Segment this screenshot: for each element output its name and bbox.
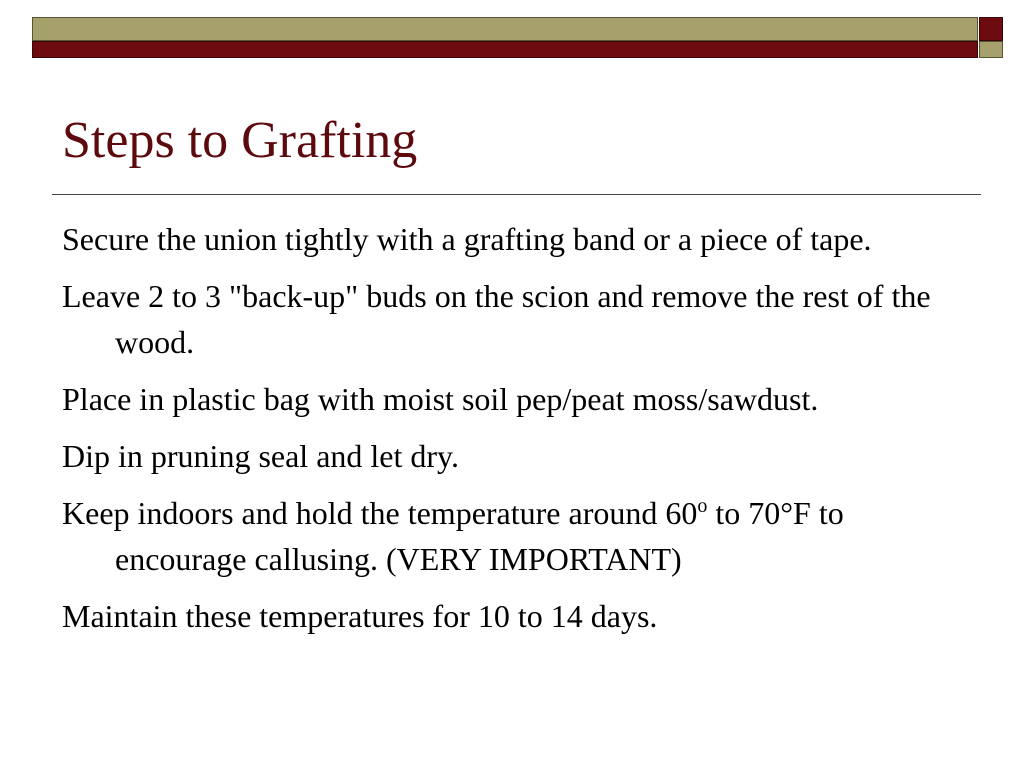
header-bar-maroon (32, 41, 978, 58)
bullet-item: Secure the union tightly with a grafting band or a piece of tape. (62, 221, 872, 257)
title-divider (52, 194, 981, 195)
bullet-list (62, 216, 972, 650)
slide-title: Steps to Grafting (62, 112, 418, 169)
header-square-olive (979, 41, 1003, 58)
bullet-item: Place in plastic bag with moist soil pep/peat moss/sawdust. (62, 381, 819, 417)
bullet-item: Leave 2 to 3 "back-up" buds on the scion and remove the rest of the wood. (62, 278, 931, 360)
header-bar-olive (32, 17, 978, 41)
header-square-maroon (979, 17, 1003, 41)
degree-superscript: o (697, 495, 708, 517)
bullet-text: to 70°F to encourage callusing. (VERY IMPORTANT) (115, 495, 844, 577)
bullet-item: Dip in pruning seal and let dry. (62, 438, 459, 474)
bullet-item (62, 490, 972, 582)
bullet-text: Keep indoors and hold the temperature around 60 (62, 495, 698, 531)
bullet-item: Maintain these temperatures for 10 to 14 days. (62, 598, 658, 634)
